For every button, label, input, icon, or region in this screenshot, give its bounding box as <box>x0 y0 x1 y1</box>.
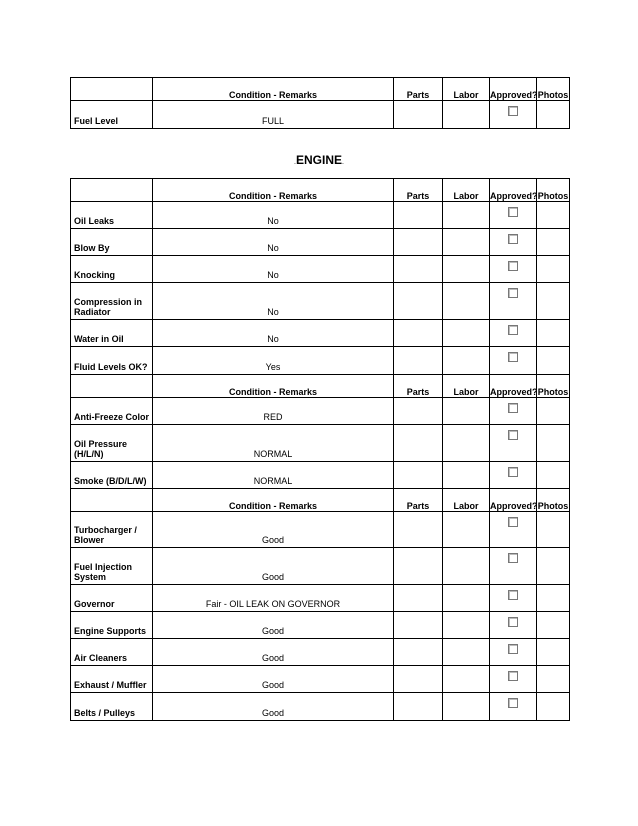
labor-cell[interactable] <box>443 585 490 612</box>
approved-checkbox[interactable] <box>508 644 518 654</box>
approved-cell <box>490 462 537 489</box>
parts-cell[interactable] <box>394 202 443 229</box>
photos-cell[interactable] <box>537 101 570 129</box>
approved-cell <box>490 101 537 129</box>
header-parts: Parts <box>394 179 443 202</box>
table-row <box>71 666 570 693</box>
table-row <box>71 283 570 320</box>
labor-cell[interactable] <box>443 256 490 283</box>
photos-cell[interactable] <box>537 512 570 548</box>
table-row <box>71 256 570 283</box>
row-condition: No <box>153 320 394 347</box>
table-row <box>71 347 570 375</box>
header-photos: Photos <box>537 179 570 202</box>
approved-checkbox[interactable] <box>508 234 518 244</box>
engine-table <box>70 178 570 721</box>
labor-cell[interactable] <box>443 462 490 489</box>
approved-cell <box>490 256 537 283</box>
header-condition: Condition - Remarks <box>153 375 394 398</box>
table-row <box>71 512 570 548</box>
approved-cell <box>490 425 537 462</box>
row-condition: Good <box>153 693 394 721</box>
header-approved: Approved? <box>490 375 537 398</box>
header-blank <box>71 78 153 101</box>
row-condition: NORMAL <box>153 462 394 489</box>
row-label: Oil Pressure (H/L/N) <box>71 425 153 462</box>
row-label: Belts / Pulleys <box>71 693 153 721</box>
table-row <box>71 548 570 585</box>
labor-cell[interactable] <box>443 548 490 585</box>
approved-checkbox[interactable] <box>508 590 518 600</box>
approved-checkbox[interactable] <box>508 617 518 627</box>
row-condition: Yes <box>153 347 394 375</box>
row-label: Exhaust / Muffler <box>71 666 153 693</box>
labor-cell[interactable] <box>443 693 490 721</box>
row-label: Blow By <box>71 229 153 256</box>
header-photos: Photos <box>537 78 570 101</box>
header-photos: Photos <box>537 489 570 512</box>
header-condition: Condition - Remarks <box>153 179 394 202</box>
table-row <box>71 462 570 489</box>
photos-cell[interactable] <box>537 347 570 375</box>
approved-cell <box>490 612 537 639</box>
photos-cell[interactable] <box>537 320 570 347</box>
header-parts: Parts <box>394 78 443 101</box>
parts-cell[interactable] <box>394 320 443 347</box>
approved-checkbox[interactable] <box>508 698 518 708</box>
labor-cell[interactable] <box>443 101 490 129</box>
approved-checkbox[interactable] <box>508 106 518 116</box>
approved-cell <box>490 229 537 256</box>
photos-cell[interactable] <box>537 666 570 693</box>
table-row <box>71 320 570 347</box>
row-label: Engine Supports <box>71 612 153 639</box>
row-label: Air Cleaners <box>71 639 153 666</box>
header-labor: Labor <box>443 489 490 512</box>
approved-checkbox[interactable] <box>508 430 518 440</box>
header-approved: Approved? <box>490 489 537 512</box>
row-label: Water in Oil <box>71 320 153 347</box>
photos-cell[interactable] <box>537 283 570 320</box>
approved-checkbox[interactable] <box>508 288 518 298</box>
parts-cell[interactable] <box>394 425 443 462</box>
header-blank <box>71 489 153 512</box>
photos-cell[interactable] <box>537 548 570 585</box>
labor-cell[interactable] <box>443 320 490 347</box>
header-labor: Labor <box>443 179 490 202</box>
row-label: Fuel Level <box>71 101 153 129</box>
labor-cell[interactable] <box>443 512 490 548</box>
labor-cell[interactable] <box>443 666 490 693</box>
parts-cell[interactable] <box>394 512 443 548</box>
row-condition: No <box>153 202 394 229</box>
header-parts: Parts <box>394 375 443 398</box>
approved-cell <box>490 347 537 375</box>
parts-cell[interactable] <box>394 666 443 693</box>
header-condition: Condition - Remarks <box>153 78 394 101</box>
row-condition: No <box>153 229 394 256</box>
header-row <box>71 489 570 512</box>
photos-cell[interactable] <box>537 585 570 612</box>
approved-cell <box>490 512 537 548</box>
labor-cell[interactable] <box>443 283 490 320</box>
table-row <box>71 585 570 612</box>
header-condition: Condition - Remarks <box>153 489 394 512</box>
section-title-engine: .ENGINE. <box>294 153 344 167</box>
table-row <box>71 425 570 462</box>
row-condition: FULL <box>153 101 394 129</box>
row-label: Anti-Freeze Color <box>71 398 153 425</box>
row-label: Knocking <box>71 256 153 283</box>
parts-cell[interactable] <box>394 585 443 612</box>
header-parts: Parts <box>394 489 443 512</box>
row-label: Turbocharger / Blower <box>71 512 153 548</box>
approved-cell <box>490 639 537 666</box>
approved-cell <box>490 693 537 721</box>
approved-cell <box>490 202 537 229</box>
row-condition: RED <box>153 398 394 425</box>
approved-checkbox[interactable] <box>508 325 518 335</box>
header-row <box>71 179 570 202</box>
approved-checkbox[interactable] <box>508 467 518 477</box>
table-row <box>71 229 570 256</box>
header-labor: Labor <box>443 375 490 398</box>
approved-cell <box>490 548 537 585</box>
row-label: Smoke (B/D/L/W) <box>71 462 153 489</box>
labor-cell[interactable] <box>443 639 490 666</box>
approved-cell <box>490 585 537 612</box>
labor-cell[interactable] <box>443 202 490 229</box>
parts-cell[interactable] <box>394 462 443 489</box>
header-row <box>71 375 570 398</box>
approved-checkbox[interactable] <box>508 207 518 217</box>
section-title-text: ENGINE <box>295 153 342 167</box>
photos-cell[interactable] <box>537 612 570 639</box>
photos-cell[interactable] <box>537 398 570 425</box>
parts-cell[interactable] <box>394 256 443 283</box>
approved-checkbox[interactable] <box>508 671 518 681</box>
photos-cell[interactable] <box>537 639 570 666</box>
header-labor: Labor <box>443 78 490 101</box>
row-condition: No <box>153 283 394 320</box>
table-row <box>71 612 570 639</box>
labor-cell[interactable] <box>443 612 490 639</box>
approved-cell <box>490 320 537 347</box>
parts-cell[interactable] <box>394 398 443 425</box>
approved-cell <box>490 666 537 693</box>
parts-cell[interactable] <box>394 639 443 666</box>
parts-cell[interactable] <box>394 347 443 375</box>
photos-cell[interactable] <box>537 202 570 229</box>
photos-cell[interactable] <box>537 229 570 256</box>
table-row <box>71 101 570 129</box>
labor-cell[interactable] <box>443 398 490 425</box>
row-label: Governor <box>71 585 153 612</box>
photos-cell[interactable] <box>537 693 570 721</box>
header-row <box>71 78 570 101</box>
row-condition: Good <box>153 666 394 693</box>
approved-checkbox[interactable] <box>508 517 518 527</box>
approved-cell <box>490 283 537 320</box>
row-condition: Good <box>153 612 394 639</box>
row-label: Oil Leaks <box>71 202 153 229</box>
photos-cell[interactable] <box>537 256 570 283</box>
parts-cell[interactable] <box>394 693 443 721</box>
row-condition: NORMAL <box>153 425 394 462</box>
row-condition: Good <box>153 548 394 585</box>
row-condition: Good <box>153 512 394 548</box>
table-row <box>71 639 570 666</box>
row-condition: No <box>153 256 394 283</box>
row-label: Fluid Levels OK? <box>71 347 153 375</box>
table-row <box>71 398 570 425</box>
approved-checkbox[interactable] <box>508 352 518 362</box>
approved-checkbox[interactable] <box>508 403 518 413</box>
approved-checkbox[interactable] <box>508 553 518 563</box>
parts-cell[interactable] <box>394 548 443 585</box>
labor-cell[interactable] <box>443 347 490 375</box>
approved-checkbox[interactable] <box>508 261 518 271</box>
row-label: Compression in Radiator <box>71 283 153 320</box>
parts-cell[interactable] <box>394 612 443 639</box>
table-row <box>71 693 570 721</box>
photos-cell[interactable] <box>537 462 570 489</box>
photos-cell[interactable] <box>537 425 570 462</box>
fuel-table <box>70 77 570 129</box>
table-row <box>71 202 570 229</box>
labor-cell[interactable] <box>443 229 490 256</box>
parts-cell[interactable] <box>394 101 443 129</box>
row-label: Fuel Injection System <box>71 548 153 585</box>
labor-cell[interactable] <box>443 425 490 462</box>
header-blank <box>71 375 153 398</box>
row-condition: Fair - OIL LEAK ON GOVERNOR <box>153 585 394 612</box>
header-photos: Photos <box>537 375 570 398</box>
header-blank <box>71 179 153 202</box>
row-condition: Good <box>153 639 394 666</box>
approved-cell <box>490 398 537 425</box>
parts-cell[interactable] <box>394 283 443 320</box>
parts-cell[interactable] <box>394 229 443 256</box>
header-approved: Approved? <box>490 179 537 202</box>
header-approved: Approved? <box>490 78 537 101</box>
